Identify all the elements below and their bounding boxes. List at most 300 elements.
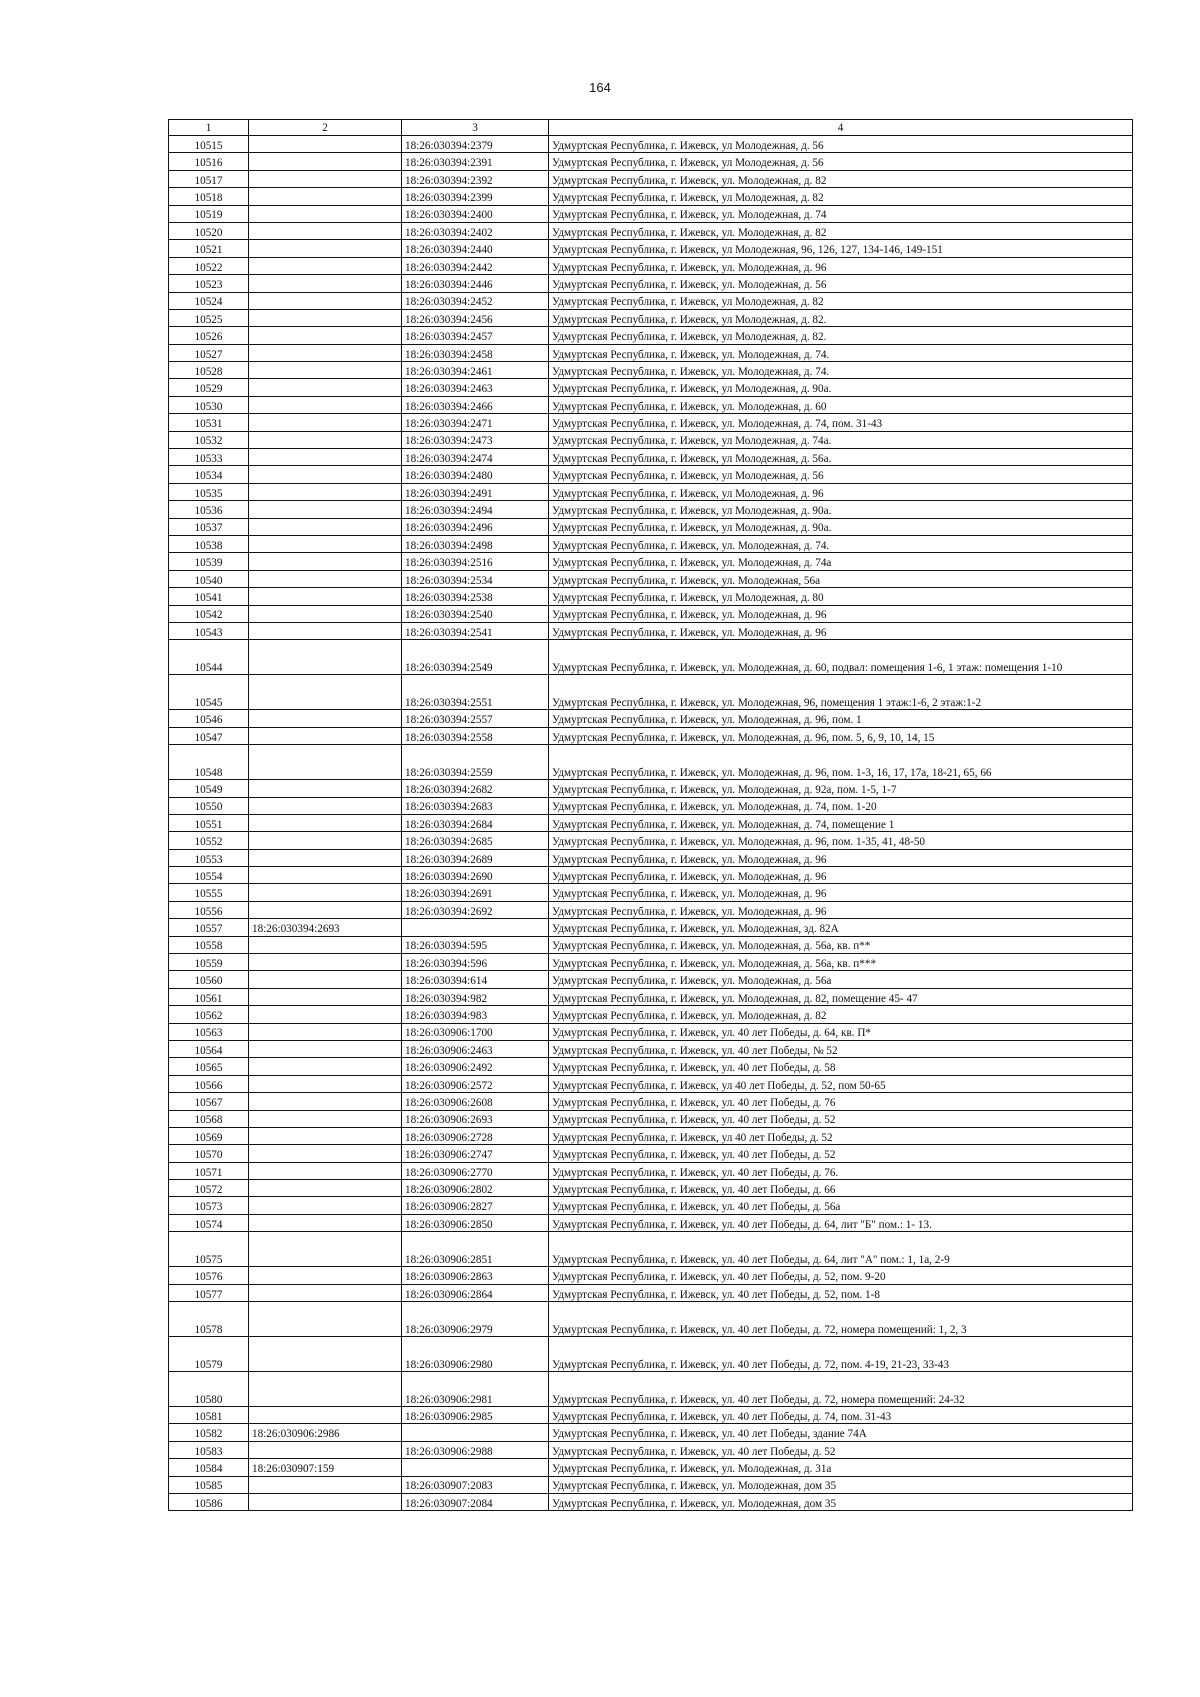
row-number: 10573 xyxy=(169,1197,249,1214)
address-cell: Удмуртская Республика, г. Ижевск, ул Молодежная, д. 56 xyxy=(549,466,1133,483)
address-cell: Удмуртская Республика, г. Ижевск, ул. 40 лет Победы, д. 72, номера помещений: 1, 2, 3 xyxy=(549,1302,1133,1337)
row-number: 10542 xyxy=(169,605,249,622)
table-row xyxy=(169,814,1133,831)
cadastral-number-col3: 18:26:030394:2558 xyxy=(402,727,549,744)
cadastral-number-col3: 18:26:030394:2473 xyxy=(402,431,549,448)
cadastral-number-col3: 18:26:030394:2379 xyxy=(402,136,549,153)
row-number: 10532 xyxy=(169,431,249,448)
row-number: 10525 xyxy=(169,309,249,326)
row-number: 10546 xyxy=(169,710,249,727)
cadastral-number-col2: 18:26:030906:2986 xyxy=(249,1424,402,1441)
cadastral-number-col3: 18:26:030394:2540 xyxy=(402,605,549,622)
table-row xyxy=(169,153,1133,170)
table-row xyxy=(169,396,1133,413)
cadastral-number-col3: 18:26:030394:2466 xyxy=(402,396,549,413)
table-row xyxy=(169,936,1133,953)
table-row xyxy=(169,901,1133,918)
cadastral-number-col2 xyxy=(249,780,402,797)
cadastral-number-col2 xyxy=(249,901,402,918)
cadastral-number-col2 xyxy=(249,1214,402,1231)
cadastral-number-col2 xyxy=(249,936,402,953)
cadastral-number-col2 xyxy=(249,344,402,361)
row-number: 10524 xyxy=(169,292,249,309)
table-row xyxy=(169,710,1133,727)
row-number: 10582 xyxy=(169,1424,249,1441)
cadastral-number-col3: 18:26:030394:2400 xyxy=(402,205,549,222)
cadastral-number-col3: 18:26:030394:2690 xyxy=(402,867,549,884)
table-row xyxy=(169,431,1133,448)
address-cell: Удмуртская Республика, г. Ижевск, ул. 40 лет Победы, д. 66 xyxy=(549,1180,1133,1197)
table-row xyxy=(169,136,1133,153)
table-row xyxy=(169,1006,1133,1023)
cadastral-number-col3: 18:26:030394:2683 xyxy=(402,797,549,814)
table-row xyxy=(169,379,1133,396)
address-cell: Удмуртская Республика, г. Ижевск, ул. 40 лет Победы, д. 64, лит "А" пом.: 1, 1а, 2-9 xyxy=(549,1232,1133,1267)
table-row xyxy=(169,1075,1133,1092)
address-cell: Удмуртская Республика, г. Ижевск, ул Молодежная, 96, 126, 127, 134-146, 149-151 xyxy=(549,240,1133,257)
table-row xyxy=(169,605,1133,622)
row-number: 10538 xyxy=(169,535,249,552)
header-col-1: 1 xyxy=(169,120,249,136)
address-cell: Удмуртская Республика, г. Ижевск, ул. Молодежная, д. 56а, кв. п*** xyxy=(549,954,1133,971)
table-row xyxy=(169,292,1133,309)
address-cell: Удмуртская Республика, г. Ижевск, ул Молодежная, д. 82. xyxy=(549,327,1133,344)
row-number: 10565 xyxy=(169,1058,249,1075)
address-cell: Удмуртская Республика, г. Ижевск, ул Молодежная, д. 56а. xyxy=(549,449,1133,466)
address-cell: Удмуртская Республика, г. Ижевск, ул. 40 лет Победы, д. 74, пом. 31-43 xyxy=(549,1407,1133,1424)
cadastral-number-col2: 18:26:030394:2693 xyxy=(249,919,402,936)
table-row xyxy=(169,1197,1133,1214)
row-number: 10521 xyxy=(169,240,249,257)
table-row xyxy=(169,1424,1133,1441)
row-number: 10552 xyxy=(169,832,249,849)
table-row xyxy=(169,832,1133,849)
address-cell: Удмуртская Республика, г. Ижевск, ул. Молодежная, д. 96 xyxy=(549,622,1133,639)
cadastral-number-col3: 18:26:030906:2979 xyxy=(402,1302,549,1337)
cadastral-number-col3: 18:26:030394:2498 xyxy=(402,535,549,552)
cadastral-number-col3: 18:26:030394:2538 xyxy=(402,588,549,605)
cadastral-number-col3: 18:26:030394:2682 xyxy=(402,780,549,797)
cadastral-number-col2 xyxy=(249,414,402,431)
row-number: 10584 xyxy=(169,1459,249,1476)
cadastral-number-col2 xyxy=(249,292,402,309)
row-number: 10562 xyxy=(169,1006,249,1023)
address-cell: Удмуртская Республика, г. Ижевск, ул. Молодежная, д. 96, пом. 1-35, 41, 48-50 xyxy=(549,832,1133,849)
cadastral-number-col2 xyxy=(249,518,402,535)
table-row xyxy=(169,1459,1133,1476)
cadastral-number-col2 xyxy=(249,1407,402,1424)
table-row xyxy=(169,222,1133,239)
row-number: 10543 xyxy=(169,622,249,639)
address-cell: Удмуртская Республика, г. Ижевск, ул. Молодежная, дом 35 xyxy=(549,1476,1133,1493)
cadastral-number-col2 xyxy=(249,1337,402,1372)
cadastral-number-col2 xyxy=(249,971,402,988)
table-row xyxy=(169,884,1133,901)
address-cell: Удмуртская Республика, г. Ижевск, ул. Молодежная, д. 96, пом. 5, 6, 9, 10, 14, 15 xyxy=(549,727,1133,744)
row-number: 10517 xyxy=(169,170,249,187)
row-number: 10536 xyxy=(169,501,249,518)
address-cell: Удмуртская Республика, г. Ижевск, ул. 40 лет Победы, д. 64, лит "Б" пом.: 1- 13. xyxy=(549,1214,1133,1231)
cadastral-number-col2 xyxy=(249,588,402,605)
table-row xyxy=(169,1372,1133,1407)
cadastral-number-col2 xyxy=(249,710,402,727)
cadastral-number-col3: 18:26:030394:2534 xyxy=(402,570,549,587)
cadastral-number-col2: 18:26:030907:159 xyxy=(249,1459,402,1476)
cadastral-number-col3: 18:26:030906:2985 xyxy=(402,1407,549,1424)
cadastral-number-col3: 18:26:030394:2399 xyxy=(402,188,549,205)
cadastral-number-col2 xyxy=(249,1267,402,1284)
row-number: 10520 xyxy=(169,222,249,239)
cadastral-number-col2 xyxy=(249,309,402,326)
cadastral-number-col2 xyxy=(249,449,402,466)
address-cell: Удмуртская Республика, г. Ижевск, ул. 40 лет Победы, д. 52 xyxy=(549,1441,1133,1458)
row-number: 10569 xyxy=(169,1127,249,1144)
cadastral-number-col3: 18:26:030394:2456 xyxy=(402,309,549,326)
cadastral-number-col2 xyxy=(249,1110,402,1127)
address-cell: Удмуртская Республика, г. Ижевск, ул. Молодежная, зд. 82А xyxy=(549,919,1133,936)
row-number: 10531 xyxy=(169,414,249,431)
page-number: 164 xyxy=(589,80,611,95)
cadastral-number-col3: 18:26:030394:2452 xyxy=(402,292,549,309)
address-cell: Удмуртская Республика, г. Ижевск, ул Молодежная, д. 56 xyxy=(549,153,1133,170)
table-row xyxy=(169,849,1133,866)
cadastral-number-col3: 18:26:030394:2446 xyxy=(402,275,549,292)
table-row xyxy=(169,1127,1133,1144)
row-number: 10550 xyxy=(169,797,249,814)
cadastral-number-col2 xyxy=(249,205,402,222)
row-number: 10578 xyxy=(169,1302,249,1337)
address-cell: Удмуртская Республика, г. Ижевск, ул. 40 лет Победы, здание 74А xyxy=(549,1424,1133,1441)
address-cell: Удмуртская Республика, г. Ижевск, ул. 40 лет Победы, д. 52, пом. 9-20 xyxy=(549,1267,1133,1284)
cadastral-number-col3: 18:26:030394:2463 xyxy=(402,379,549,396)
row-number: 10523 xyxy=(169,275,249,292)
cadastral-number-col3: 18:26:030394:2457 xyxy=(402,327,549,344)
header-col-2: 2 xyxy=(249,120,402,136)
header-col-4: 4 xyxy=(549,120,1133,136)
table-row xyxy=(169,240,1133,257)
address-cell: Удмуртская Республика, г. Ижевск, ул. Молодежная, д. 96 xyxy=(549,605,1133,622)
cadastral-number-col2 xyxy=(249,1040,402,1057)
table-row xyxy=(169,1232,1133,1267)
table-row xyxy=(169,1110,1133,1127)
table-row xyxy=(169,170,1133,187)
table-row xyxy=(169,780,1133,797)
row-number: 10537 xyxy=(169,518,249,535)
cadastral-number-col2 xyxy=(249,884,402,901)
table-row xyxy=(169,1284,1133,1301)
cadastral-number-col3: 18:26:030906:2747 xyxy=(402,1145,549,1162)
row-number: 10557 xyxy=(169,919,249,936)
cadastral-number-col2 xyxy=(249,483,402,500)
table-row xyxy=(169,362,1133,379)
cadastral-number-col2 xyxy=(249,396,402,413)
row-number: 10585 xyxy=(169,1476,249,1493)
cadastral-number-col2 xyxy=(249,1075,402,1092)
cadastral-number-col2 xyxy=(249,553,402,570)
address-cell: Удмуртская Республика, г. Ижевск, ул Молодежная, д. 90а. xyxy=(549,379,1133,396)
cadastral-number-col3: 18:26:030906:2863 xyxy=(402,1267,549,1284)
table-row xyxy=(169,1180,1133,1197)
table-row xyxy=(169,1302,1133,1337)
table-row xyxy=(169,188,1133,205)
address-cell: Удмуртская Республика, г. Ижевск, ул. 40 лет Победы, д. 56а xyxy=(549,1197,1133,1214)
cadastral-number-col3: 18:26:030906:2850 xyxy=(402,1214,549,1231)
address-cell: Удмуртская Республика, г. Ижевск, ул. Молодежная, д. 74. xyxy=(549,535,1133,552)
row-number: 10575 xyxy=(169,1232,249,1267)
cadastral-number-col2 xyxy=(249,275,402,292)
address-cell: Удмуртская Республика, г. Ижевск, ул 40 лет Победы, д. 52, пом 50-65 xyxy=(549,1075,1133,1092)
cadastral-number-col2 xyxy=(249,240,402,257)
cadastral-number-col3: 18:26:030394:2471 xyxy=(402,414,549,431)
cadastral-number-col3 xyxy=(402,1424,549,1441)
cadastral-number-col3: 18:26:030907:2084 xyxy=(402,1494,549,1511)
registry-table xyxy=(168,119,1133,1511)
cadastral-number-col3: 18:26:030394:2461 xyxy=(402,362,549,379)
row-number: 10549 xyxy=(169,780,249,797)
address-cell: Удмуртская Республика, г. Ижевск, ул. Молодежная, д. 96, пом. 1-3, 16, 17, 17а, 18-21, 65, 66 xyxy=(549,745,1133,780)
table-row xyxy=(169,518,1133,535)
table-row xyxy=(169,988,1133,1005)
row-number: 10544 xyxy=(169,640,249,675)
address-cell: Удмуртская Республика, г. Ижевск, ул. Молодежная, д. 82, помещение 45- 47 xyxy=(549,988,1133,1005)
table-row xyxy=(169,622,1133,639)
cadastral-number-col2 xyxy=(249,1127,402,1144)
cadastral-number-col3: 18:26:030394:2442 xyxy=(402,257,549,274)
address-cell: Удмуртская Республика, г. Ижевск, ул. Молодежная, д. 60 xyxy=(549,396,1133,413)
address-cell: Удмуртская Республика, г. Ижевск, ул. Молодежная, д. 31а xyxy=(549,1459,1133,1476)
cadastral-number-col2 xyxy=(249,675,402,710)
table-row xyxy=(169,205,1133,222)
cadastral-number-col2 xyxy=(249,745,402,780)
table-row xyxy=(169,309,1133,326)
row-number: 10540 xyxy=(169,570,249,587)
row-number: 10581 xyxy=(169,1407,249,1424)
row-number: 10528 xyxy=(169,362,249,379)
cadastral-number-col2 xyxy=(249,501,402,518)
cadastral-number-col3: 18:26:030906:2770 xyxy=(402,1162,549,1179)
address-cell: Удмуртская Республика, г. Ижевск, ул. Молодежная, 96, помещения 1 этаж:1-6, 2 этаж:1-2 xyxy=(549,675,1133,710)
address-cell: Удмуртская Республика, г. Ижевск, ул. Молодежная, д. 74, пом. 1-20 xyxy=(549,797,1133,814)
cadastral-number-col2 xyxy=(249,605,402,622)
cadastral-number-col2 xyxy=(249,1284,402,1301)
cadastral-number-col2 xyxy=(249,362,402,379)
address-cell: Удмуртская Республика, г. Ижевск, ул. 40 лет Победы, д. 52 xyxy=(549,1145,1133,1162)
cadastral-number-col3: 18:26:030906:2728 xyxy=(402,1127,549,1144)
cadastral-number-col3: 18:26:030394:2458 xyxy=(402,344,549,361)
table-row xyxy=(169,1023,1133,1040)
address-cell: Удмуртская Республика, г. Ижевск, ул. Молодежная, д. 96 xyxy=(549,257,1133,274)
table-header-row xyxy=(169,120,1133,136)
address-cell: Удмуртская Республика, г. Ижевск, ул Молодежная, д. 56 xyxy=(549,136,1133,153)
cadastral-number-col2 xyxy=(249,814,402,831)
cadastral-number-col3: 18:26:030906:1700 xyxy=(402,1023,549,1040)
cadastral-number-col3: 18:26:030906:2492 xyxy=(402,1058,549,1075)
table-row xyxy=(169,1494,1133,1511)
row-number: 10535 xyxy=(169,483,249,500)
row-number: 10556 xyxy=(169,901,249,918)
cadastral-number-col3: 18:26:030906:2981 xyxy=(402,1372,549,1407)
cadastral-number-col3: 18:26:030394:2541 xyxy=(402,622,549,639)
cadastral-number-col2 xyxy=(249,188,402,205)
table-row xyxy=(169,1476,1133,1493)
cadastral-number-col2 xyxy=(249,954,402,971)
cadastral-number-col3: 18:26:030394:2391 xyxy=(402,153,549,170)
table-row xyxy=(169,1145,1133,1162)
cadastral-number-col2 xyxy=(249,1476,402,1493)
cadastral-number-col3: 18:26:030394:983 xyxy=(402,1006,549,1023)
row-number: 10554 xyxy=(169,867,249,884)
address-cell: Удмуртская Республика, г. Ижевск, ул. Молодежная, д. 96 xyxy=(549,884,1133,901)
address-cell: Удмуртская Республика, г. Ижевск, ул. Молодежная, д. 74, пом. 31-43 xyxy=(549,414,1133,431)
cadastral-number-col3: 18:26:030906:2802 xyxy=(402,1180,549,1197)
row-number: 10527 xyxy=(169,344,249,361)
cadastral-number-col3: 18:26:030394:2549 xyxy=(402,640,549,675)
table-row xyxy=(169,466,1133,483)
address-cell: Удмуртская Республика, г. Ижевск, ул. Молодежная, д. 96 xyxy=(549,849,1133,866)
table-row xyxy=(169,745,1133,780)
address-cell: Удмуртская Республика, г. Ижевск, ул Молодежная, д. 80 xyxy=(549,588,1133,605)
row-number: 10574 xyxy=(169,1214,249,1231)
table-row xyxy=(169,414,1133,431)
row-number: 10539 xyxy=(169,553,249,570)
address-cell: Удмуртская Республика, г. Ижевск, ул Молодежная, д. 90а. xyxy=(549,518,1133,535)
row-number: 10559 xyxy=(169,954,249,971)
table-row xyxy=(169,327,1133,344)
cadastral-number-col2 xyxy=(249,797,402,814)
row-number: 10555 xyxy=(169,884,249,901)
table-row xyxy=(169,588,1133,605)
cadastral-number-col3: 18:26:030394:595 xyxy=(402,936,549,953)
address-cell: Удмуртская Республика, г. Ижевск, ул Молодежная, д. 96 xyxy=(549,483,1133,500)
cadastral-number-col2 xyxy=(249,1145,402,1162)
cadastral-number-col3: 18:26:030906:2851 xyxy=(402,1232,549,1267)
address-cell: Удмуртская Республика, г. Ижевск, ул 40 лет Победы, д. 52 xyxy=(549,1127,1133,1144)
cadastral-number-col2 xyxy=(249,1093,402,1110)
address-cell: Удмуртская Республика, г. Ижевск, ул. 40 лет Победы, д. 72, номера помещений: 24-32 xyxy=(549,1372,1133,1407)
address-cell: Удмуртская Республика, г. Ижевск, ул. Молодежная, д. 96 xyxy=(549,901,1133,918)
row-number: 10529 xyxy=(169,379,249,396)
cadastral-number-col2 xyxy=(249,622,402,639)
cadastral-number-col2 xyxy=(249,640,402,675)
row-number: 10580 xyxy=(169,1372,249,1407)
table-row xyxy=(169,1267,1133,1284)
cadastral-number-col3: 18:26:030394:2392 xyxy=(402,170,549,187)
address-cell: Удмуртская Республика, г. Ижевск, ул. Молодежная, д. 60, подвал: помещения 1-6, 1 этаж: помещения 1-10 xyxy=(549,640,1133,675)
address-cell: Удмуртская Республика, г. Ижевск, ул. Молодежная, д. 82 xyxy=(549,222,1133,239)
cadastral-number-col2 xyxy=(249,1494,402,1511)
address-cell: Удмуртская Республика, г. Ижевск, ул. Молодежная, д. 56 xyxy=(549,275,1133,292)
cadastral-number-col3: 18:26:030394:596 xyxy=(402,954,549,971)
table-row xyxy=(169,640,1133,675)
address-cell: Удмуртская Республика, г. Ижевск, ул. Молодежная, д. 96, пом. 1 xyxy=(549,710,1133,727)
row-number: 10553 xyxy=(169,849,249,866)
cadastral-number-col3: 18:26:030394:2692 xyxy=(402,901,549,918)
row-number: 10560 xyxy=(169,971,249,988)
cadastral-number-col3: 18:26:030394:2557 xyxy=(402,710,549,727)
address-cell: Удмуртская Республика, г. Ижевск, ул Молодежная, д. 74а. xyxy=(549,431,1133,448)
address-cell: Удмуртская Республика, г. Ижевск, ул. Молодежная, д. 82 xyxy=(549,170,1133,187)
row-number: 10519 xyxy=(169,205,249,222)
cadastral-number-col2 xyxy=(249,379,402,396)
table-row xyxy=(169,570,1133,587)
row-number: 10577 xyxy=(169,1284,249,1301)
cadastral-number-col3: 18:26:030906:2827 xyxy=(402,1197,549,1214)
cadastral-number-col2 xyxy=(249,727,402,744)
cadastral-number-col3: 18:26:030394:2474 xyxy=(402,449,549,466)
row-number: 10561 xyxy=(169,988,249,1005)
cadastral-number-col2 xyxy=(249,1372,402,1407)
address-cell: Удмуртская Республика, г. Ижевск, ул. Молодежная, 56а xyxy=(549,570,1133,587)
cadastral-number-col2 xyxy=(249,153,402,170)
cadastral-number-col3 xyxy=(402,1459,549,1476)
row-number: 10551 xyxy=(169,814,249,831)
address-cell: Удмуртская Республика, г. Ижевск, ул. 40 лет Победы, д. 76. xyxy=(549,1162,1133,1179)
table-row xyxy=(169,1058,1133,1075)
header-col-3: 3 xyxy=(402,120,549,136)
table-row xyxy=(169,1337,1133,1372)
cadastral-number-col2 xyxy=(249,1441,402,1458)
cadastral-number-col3: 18:26:030394:2402 xyxy=(402,222,549,239)
row-number: 10518 xyxy=(169,188,249,205)
address-cell: Удмуртская Республика, г. Ижевск, ул. Молодежная, д. 82 xyxy=(549,1006,1133,1023)
cadastral-number-col2 xyxy=(249,136,402,153)
table-row xyxy=(169,1441,1133,1458)
row-number: 10579 xyxy=(169,1337,249,1372)
address-cell: Удмуртская Республика, г. Ижевск, ул Молодежная, д. 82 xyxy=(549,188,1133,205)
cadastral-number-col3: 18:26:030394:2559 xyxy=(402,745,549,780)
table-row xyxy=(169,535,1133,552)
table-row xyxy=(169,1162,1133,1179)
row-number: 10533 xyxy=(169,449,249,466)
row-number: 10530 xyxy=(169,396,249,413)
cadastral-number-col2 xyxy=(249,1302,402,1337)
table-row xyxy=(169,501,1133,518)
table-row xyxy=(169,971,1133,988)
table-body xyxy=(169,136,1133,1511)
table-row xyxy=(169,275,1133,292)
cadastral-number-col2 xyxy=(249,466,402,483)
table-row xyxy=(169,1093,1133,1110)
cadastral-number-col3: 18:26:030394:2496 xyxy=(402,518,549,535)
address-cell: Удмуртская Республика, г. Ижевск, ул Молодежная, д. 90а. xyxy=(549,501,1133,518)
address-cell: Удмуртская Республика, г. Ижевск, ул. Молодежная, д. 74. xyxy=(549,344,1133,361)
cadastral-number-col3: 18:26:030906:2463 xyxy=(402,1040,549,1057)
row-number: 10564 xyxy=(169,1040,249,1057)
row-number: 10545 xyxy=(169,675,249,710)
address-cell: Удмуртская Республика, г. Ижевск, ул. 40 лет Победы, д. 58 xyxy=(549,1058,1133,1075)
cadastral-number-col2 xyxy=(249,1058,402,1075)
address-cell: Удмуртская Республика, г. Ижевск, ул. Молодежная, д. 74, помещение 1 xyxy=(549,814,1133,831)
row-number: 10534 xyxy=(169,466,249,483)
address-cell: Удмуртская Республика, г. Ижевск, ул. 40 лет Победы, д. 64, кв. П* xyxy=(549,1023,1133,1040)
row-number: 10586 xyxy=(169,1494,249,1511)
cadastral-number-col2 xyxy=(249,832,402,849)
table-row xyxy=(169,919,1133,936)
cadastral-number-col3: 18:26:030906:2608 xyxy=(402,1093,549,1110)
table-row xyxy=(169,1040,1133,1057)
cadastral-number-col3: 18:26:030394:2494 xyxy=(402,501,549,518)
cadastral-number-col3: 18:26:030394:982 xyxy=(402,988,549,1005)
address-cell: Удмуртская Республика, г. Ижевск, ул. 40 лет Победы, д. 52 xyxy=(549,1110,1133,1127)
cadastral-number-col2 xyxy=(249,170,402,187)
row-number: 10516 xyxy=(169,153,249,170)
row-number: 10566 xyxy=(169,1075,249,1092)
table-row xyxy=(169,257,1133,274)
cadastral-number-col2 xyxy=(249,570,402,587)
row-number: 10547 xyxy=(169,727,249,744)
cadastral-number-col3: 18:26:030394:2685 xyxy=(402,832,549,849)
cadastral-number-col2 xyxy=(249,327,402,344)
